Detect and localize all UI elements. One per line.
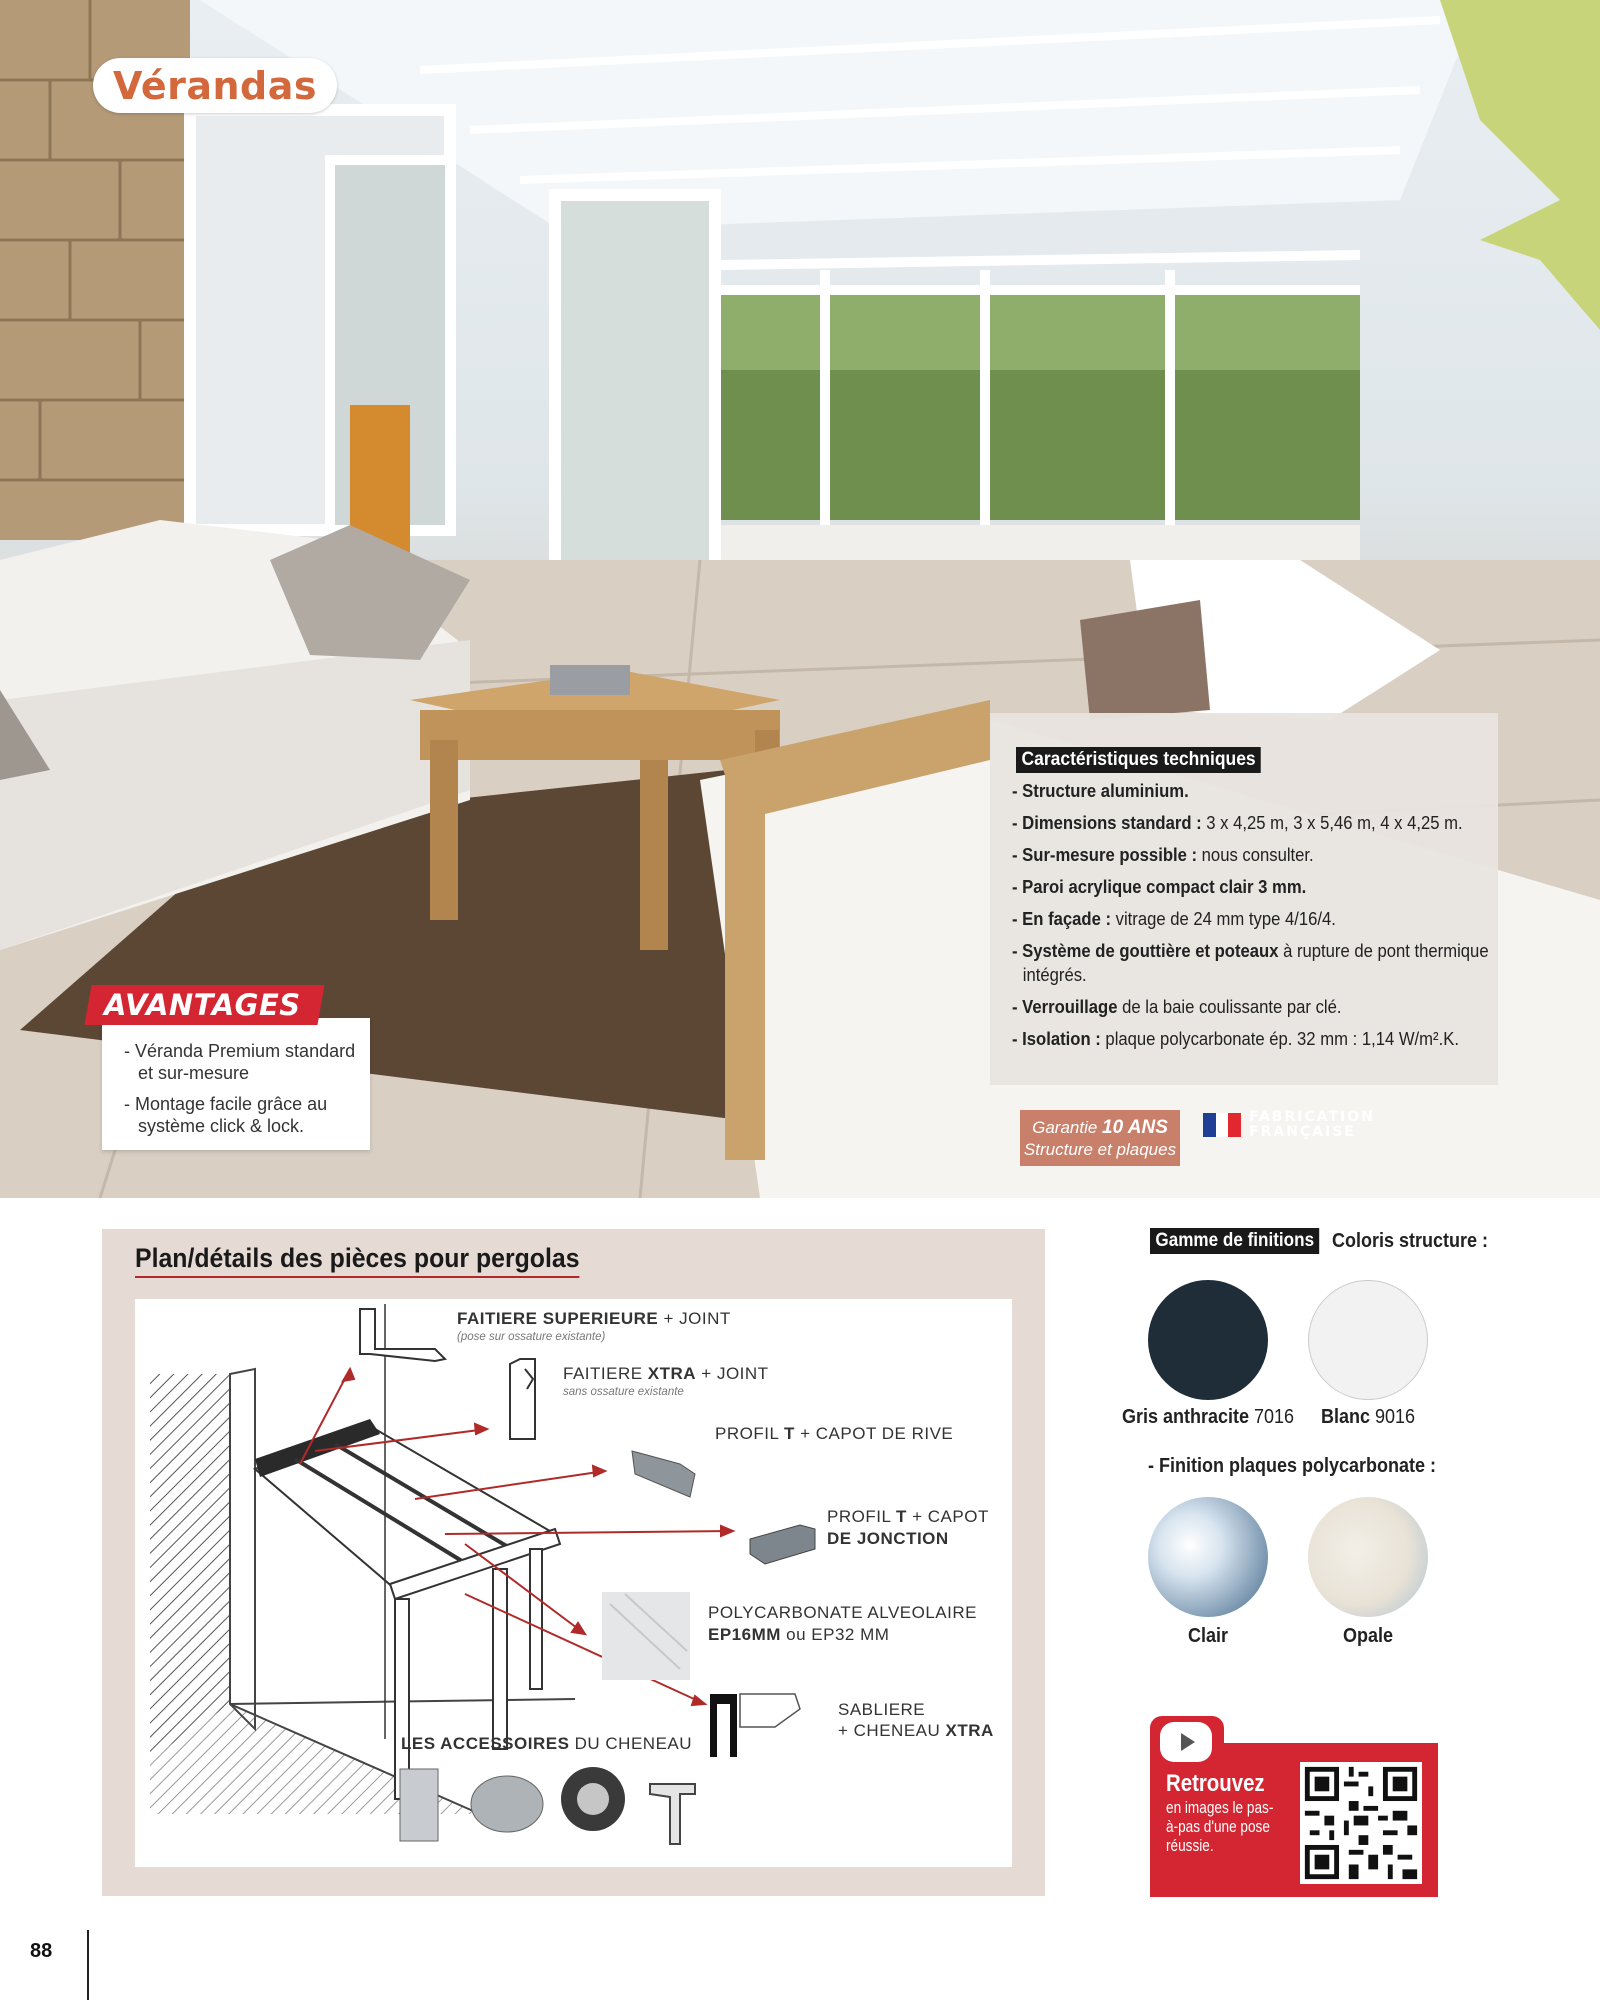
finitions-subtitle: Coloris structure :: [1332, 1229, 1489, 1252]
qr-text: [1166, 1770, 1306, 1855]
spec-row: - Verrouillage de la baie coulissante par clé.: [1012, 996, 1342, 1017]
section-title-pill: [93, 58, 337, 113]
spec-row: - Dimensions standard : 3 x 4,25 m, 3 x 5,46 m, 4 x 4,25 m.: [1012, 812, 1463, 833]
color-label-blanc: Blanc 9016: [1320, 1406, 1416, 1428]
avantage-item: - Véranda Premium standard et sur-mesure: [124, 1041, 356, 1083]
poly-label-clair: Clair: [1187, 1625, 1229, 1647]
note-faitiere-xtra: sans ossature existante: [563, 1386, 684, 1398]
finitions-tag: Gamme de finitions: [1150, 1228, 1319, 1254]
finitions-header: [1150, 1228, 1506, 1254]
plan-panel: [102, 1229, 1045, 1896]
flag-red: [1228, 1113, 1241, 1137]
section-title: Vérandas: [113, 63, 318, 108]
label-polycarbonate: POLYCARBONATE ALVEOLAIRE: [708, 1603, 977, 1622]
label-polycarbonate-ep: EP16MM ou EP32 MM: [708, 1625, 890, 1644]
avantages-box: [102, 1018, 370, 1150]
poly-finish-title: - Finition plaques polycarbonate :: [1148, 1455, 1437, 1477]
garantie-badge: Garantie 10 ANS Structure et plaques: [1020, 1110, 1180, 1166]
fabrication-line1: FABRICATION: [1249, 1109, 1375, 1125]
label-sabliere: SABLIERE: [838, 1700, 926, 1719]
pergola-diagram: [135, 1299, 1012, 1867]
poly-label-opale: Opale: [1342, 1625, 1394, 1647]
spec-row: - Structure aluminium.: [1012, 780, 1189, 801]
spec-row: - Système de gouttière et poteaux à rupture de pont thermique intégrés.: [1012, 940, 1489, 985]
french-flag-icon: [1203, 1113, 1241, 1137]
label-accessoires: LES ACCESSOIRES DU CHENEAU: [401, 1734, 693, 1753]
play-icon[interactable]: [1160, 1722, 1212, 1762]
swatch-gris-anthracite: [1148, 1280, 1268, 1400]
color-label-gris: Gris anthracite 7016: [1121, 1406, 1295, 1428]
spec-row: - Paroi acrylique compact clair 3 mm.: [1012, 876, 1307, 897]
label-profil-rive: PROFIL T + CAPOT DE RIVE: [715, 1424, 954, 1443]
label-faitiere-superieure: FAITIERE SUPERIEURE + JOINT: [457, 1309, 731, 1328]
avantages-label: AVANTAGES: [104, 988, 301, 1022]
spec-row: - Isolation : plaque polycarbonate ép. 32 mm : 1,14 W/m².K.: [1012, 1028, 1459, 1049]
note-faitiere-superieure: (pose sur ossature existante): [457, 1331, 606, 1343]
avantage-item: - Montage facile grâce au système click & lock.: [124, 1094, 328, 1136]
label-faitiere-xtra: FAITIERE XTRA + JOINT: [563, 1364, 769, 1383]
qr-description: en images le pas-à-pas d'une pose réussie.: [1166, 1798, 1274, 1855]
avantages-tag: [84, 985, 324, 1025]
page-number: 88: [30, 1940, 53, 1962]
qr-title: Retrouvez: [1166, 1770, 1265, 1797]
swatch-blanc: [1308, 1280, 1428, 1400]
spec-row: - En façade : vitrage de 24 mm type 4/16/4.: [1012, 908, 1336, 929]
spec-title: Caractéristiques techniques: [1016, 747, 1261, 773]
flag-white: [1216, 1113, 1229, 1137]
plan-title: Plan/détails des pièces pour pergolas: [135, 1243, 580, 1278]
label-profil-jonction-line2: DE JONCTION: [827, 1529, 949, 1548]
qr-code-icon[interactable]: [1300, 1762, 1422, 1884]
plan-diagram: [135, 1299, 1012, 1867]
label-profil-jonction: PROFIL T + CAPOT: [827, 1507, 989, 1526]
spec-box: [990, 713, 1498, 1085]
fabrication-francaise-badge: [1203, 1110, 1375, 1140]
fabrication-line2: FRANÇAISE: [1249, 1124, 1356, 1140]
swatch-clair: [1148, 1497, 1268, 1617]
swatch-opale: [1308, 1497, 1428, 1617]
spec-row: - Sur-mesure possible : nous consulter.: [1012, 844, 1314, 865]
page-divider: [87, 1930, 89, 2000]
flag-blue: [1203, 1113, 1216, 1137]
label-cheneau-xtra: + CHENEAU XTRA: [838, 1721, 994, 1740]
